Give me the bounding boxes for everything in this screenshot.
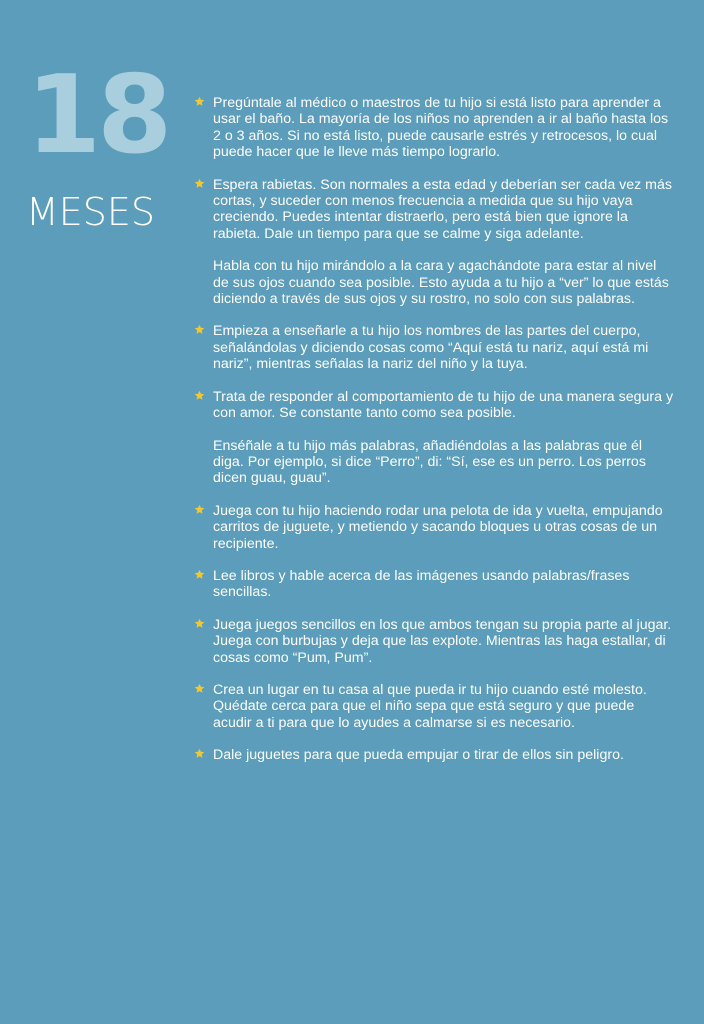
star-icon xyxy=(194,504,205,515)
star-icon xyxy=(194,569,205,580)
tip-text: Espera rabietas. Son normales a esta edad y deberían ser cada vez más cortas, y suceder con menos frecuencia a medida que su hijo vaya creciendo. Puedes intentar distraerlo, pero está bien que ignore la rabieta. Dale un tiempo para que se calme y siga adelante. xyxy=(213,176,672,242)
tip-item xyxy=(193,389,675,487)
star-icon xyxy=(194,96,205,107)
tip-text: Enséñale a tu hijo más palabras, añadiéndolas a las palabras que él diga. Por ejemplo, si dice “Perro”, di: “Sí, ese es un perro. Los perros dicen guau, guau”. xyxy=(213,437,646,487)
age-unit-label: MESES xyxy=(26,190,156,234)
tip-item xyxy=(193,682,675,731)
tip-item xyxy=(193,95,675,161)
star-icon xyxy=(194,324,205,335)
star-icon xyxy=(194,390,205,401)
star-icon xyxy=(194,748,205,759)
tip-text: Juega con tu hijo haciendo rodar una pelota de ida y vuelta, empujando carritos de juguete, y metiendo y sacando bloques u otras cosas de un recipiente. xyxy=(213,502,663,552)
tip-text: Crea un lugar en tu casa al que pueda ir tu hijo cuando esté molesto. Quédate cerca para que el niño sepa que está seguro y que puede acudir a ti para que lo ayudes a calmarse si es necesario. xyxy=(213,681,647,731)
star-icon xyxy=(194,178,205,189)
star-icon xyxy=(194,618,205,629)
tip-text: Dale juguetes para que pueda empujar o tirar de ellos sin peligro. xyxy=(213,747,624,764)
tip-item xyxy=(193,568,675,601)
tip-item xyxy=(193,503,675,552)
tip-text: Pregúntale al médico o maestros de tu hijo si está listo para aprender a usar el baño. La mayoría de los niños no aprenden a ir al baño hasta los 2 o 3 años. Si no está listo, puede causarle estrés y retrocesos, lo cual puede hacer que le lleve más tiempo lograrlo. xyxy=(213,95,669,161)
age-number: 18 xyxy=(26,53,169,178)
tip-item xyxy=(193,747,675,763)
tip-item xyxy=(193,177,675,308)
tips-list xyxy=(193,95,675,780)
tip-item xyxy=(193,617,675,666)
tip-text: Juega juegos sencillos en los que ambos tengan su propia parte al jugar. Juega con burbujas y deja que las explote. Mientras las haga estallar, di cosas como “Pum, Pum”. xyxy=(213,616,672,666)
star-icon xyxy=(194,683,205,694)
tip-text: Trata de responder al comportamiento de tu hijo de una manera segura y con amor. Se constante tanto como sea posible. xyxy=(213,388,674,422)
tip-text: Empieza a enseñarle a tu hijo los nombres de las partes del cuerpo, señalándolas y diciendo cosas como “Aquí está tu nariz, aquí está mi nariz”, mientras señalas la nariz del niño y la tuya. xyxy=(213,323,649,373)
tip-text: Habla con tu hijo mirándolo a la cara y agachándote para estar al nivel de sus ojos cuando sea posible. Esto ayuda a tu hijo a “ver” lo que estás diciendo a través de sus ojos y su rostro, no solo con sus palabras. xyxy=(213,258,669,308)
tip-text: Lee libros y hable acerca de las imágenes usando palabras/frases sencillas. xyxy=(213,567,630,601)
tip-item xyxy=(193,323,675,372)
